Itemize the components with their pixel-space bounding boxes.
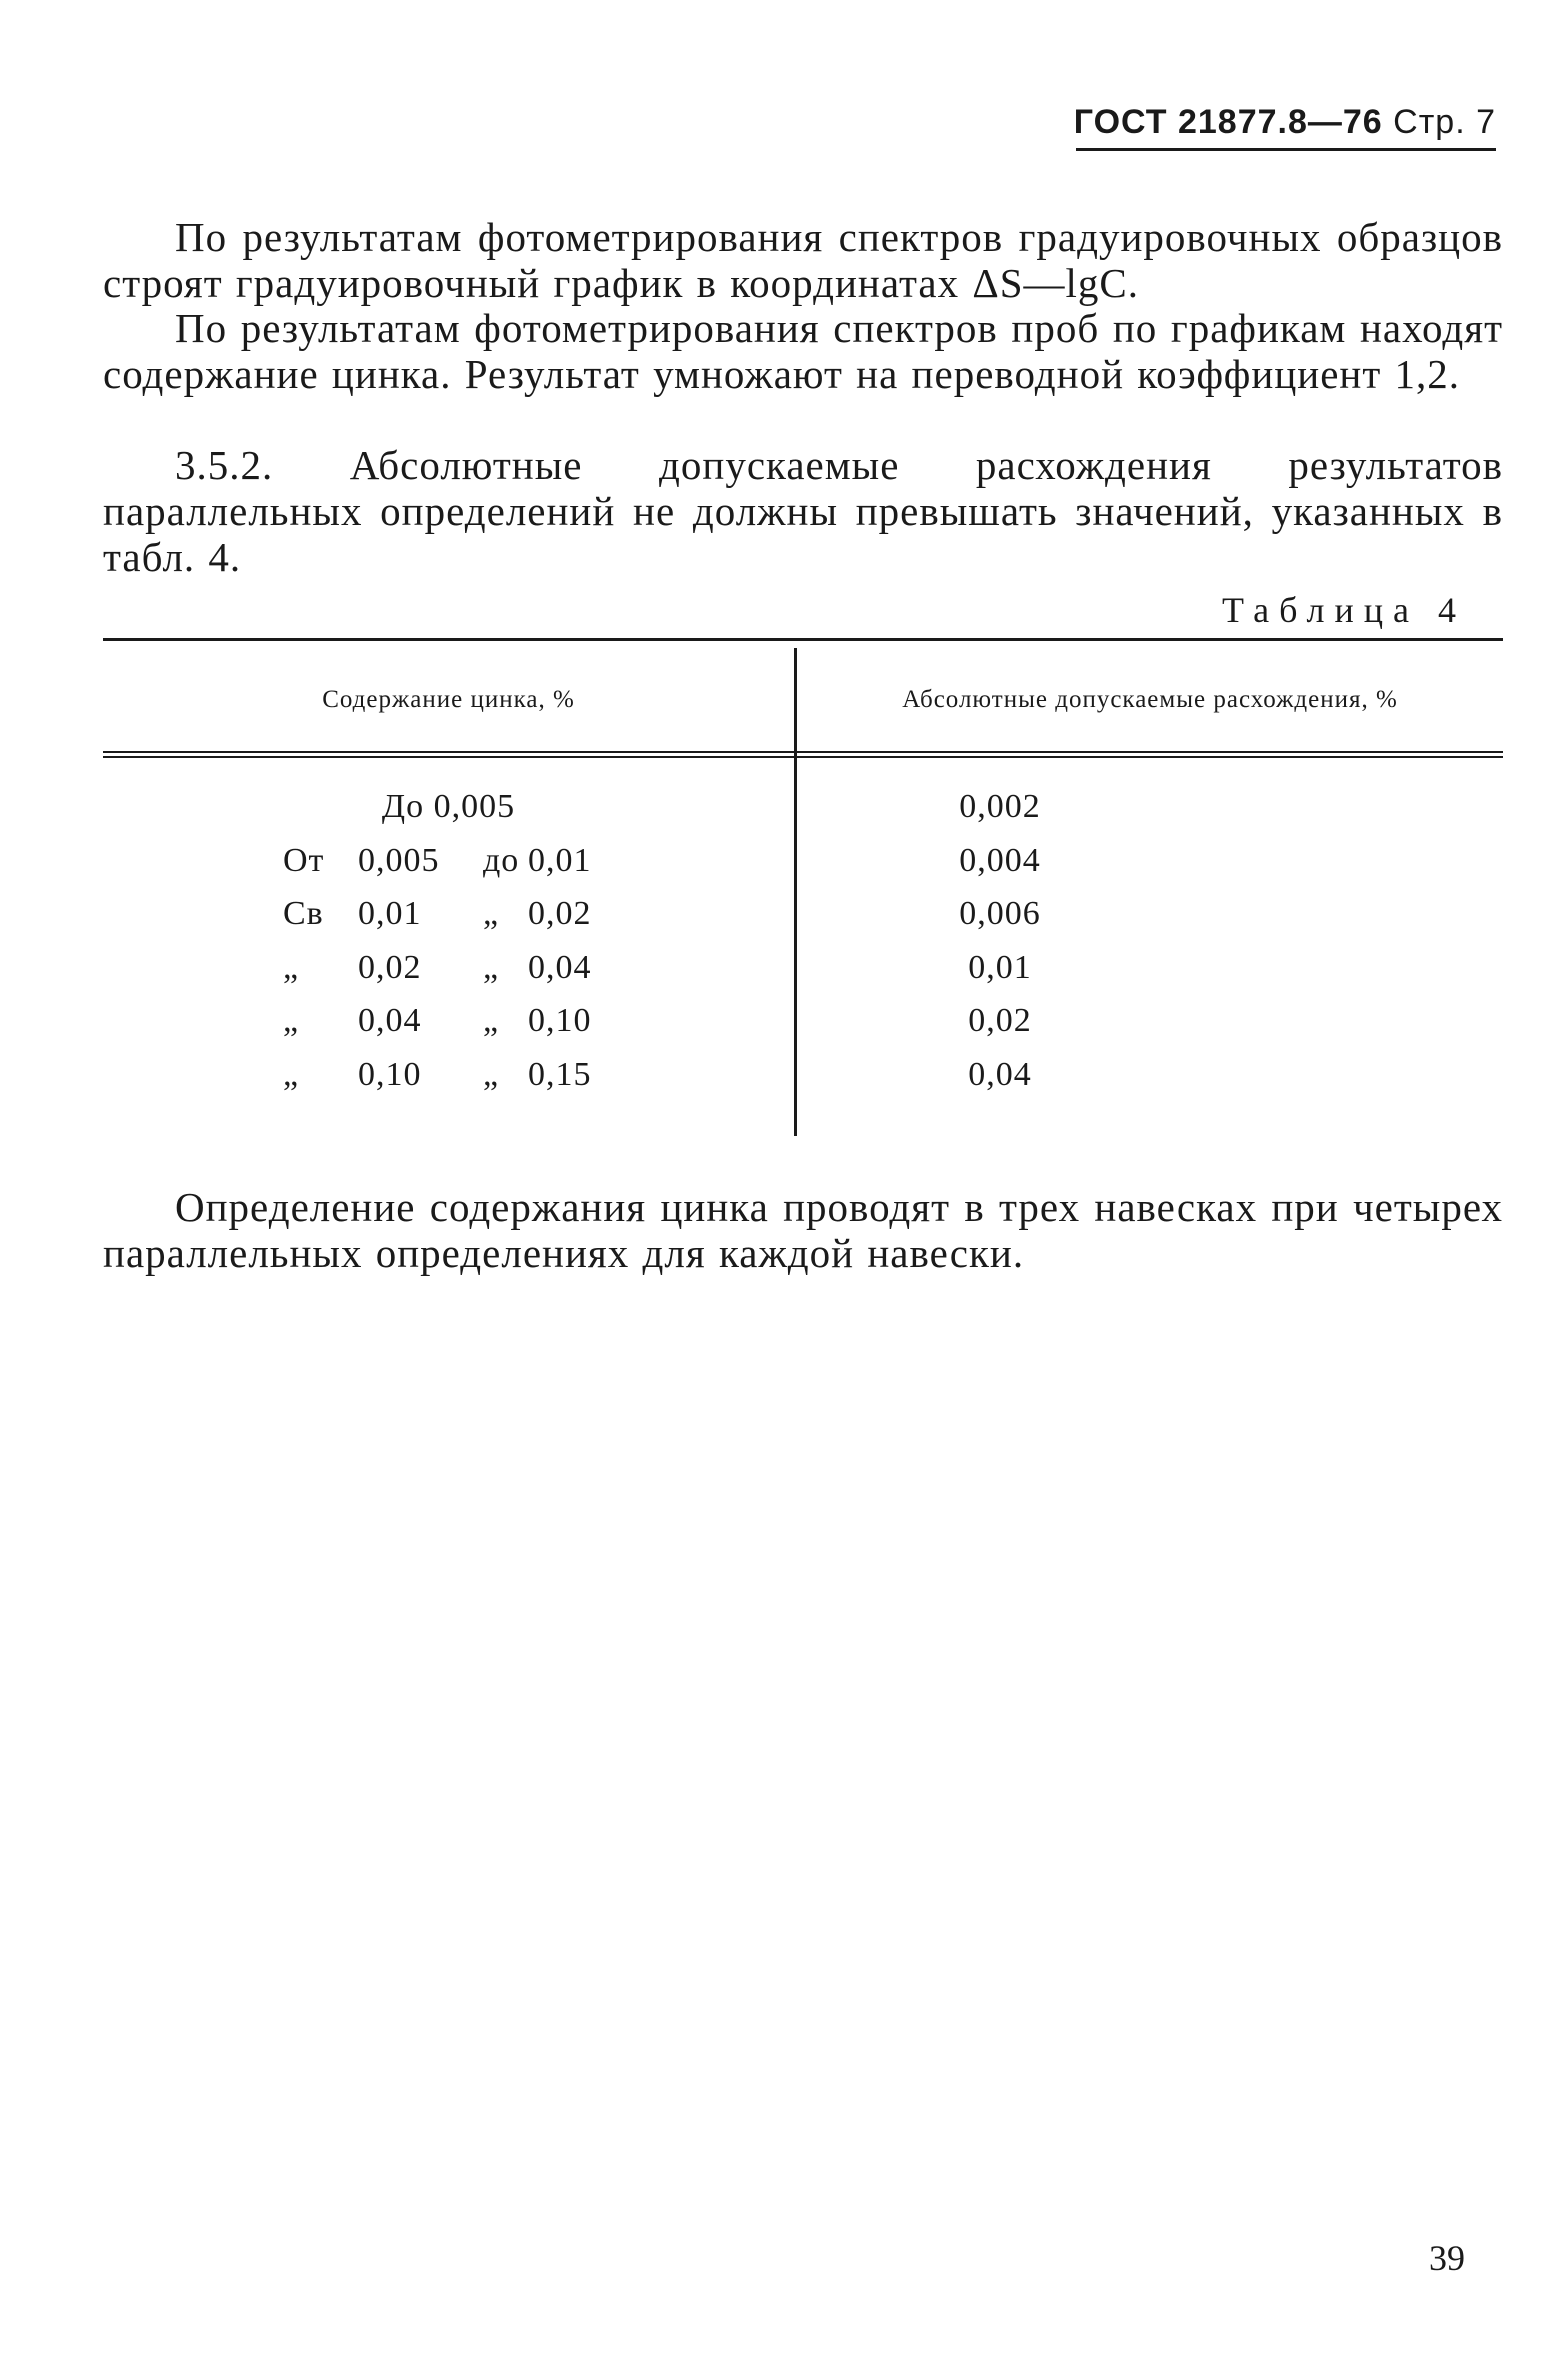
- range-to: 0,04: [528, 948, 592, 986]
- tolerance-cell: 0,004: [959, 841, 1041, 879]
- page-number: 39: [1429, 2238, 1465, 2278]
- range-prefix: „: [283, 948, 300, 986]
- range-to: 0,10: [528, 1002, 592, 1039]
- tolerance-cell: 0,01: [968, 948, 1032, 986]
- table-row: [103, 788, 1503, 842]
- range-from: 0,005: [358, 841, 440, 879]
- range-prefix: Св: [283, 895, 324, 932]
- table-row: [103, 1056, 1503, 1110]
- paragraph-result: По результатам фотометрирования спектров проб по графикам находят содержание цинка. Результат умножают на переводной коэффициент 1,2.: [103, 305, 1503, 397]
- table-row: [103, 949, 1503, 1003]
- tolerance-cell: 0,002: [959, 788, 1041, 825]
- range-connector: „: [483, 1002, 500, 1039]
- tolerance-cell: 0,006: [959, 895, 1041, 932]
- standard-code: ГОСТ 21877.8—76: [1073, 103, 1383, 141]
- range-prefix: „: [283, 1055, 300, 1093]
- range-from: 0,02: [358, 948, 422, 986]
- range-connector: „: [483, 895, 500, 932]
- table-header-zinc-content: Содержание цинка, %: [322, 686, 575, 713]
- table-header-rule: [103, 751, 1503, 758]
- table-header-tolerance: Абсолютные допускаемые расхождения, %: [902, 686, 1398, 713]
- page-label: Стр. 7: [1393, 103, 1496, 141]
- paragraph-calibration: По результатам фотометрирования спектров градуировочных образцов строят градуировочный график в координатах ΔS—lgC.: [103, 214, 1503, 306]
- table-label: Таблица 4: [1222, 590, 1466, 630]
- tolerance-cell: 0,02: [968, 1002, 1032, 1039]
- range-to: 0,15: [528, 1055, 592, 1093]
- range-to: 0,02: [528, 895, 592, 932]
- paragraph-3-5-2: 3.5.2. Абсолютные допускаемые расхождения результатов параллельных определений не должны превышать значений, указанных в табл. 4.: [103, 442, 1503, 580]
- table-top-rule: [103, 638, 1503, 641]
- range-connector: до: [483, 841, 520, 879]
- paragraph-closing: Определение содержания цинка проводят в трех навесках при четырех параллельных определениях для каждой навески.: [103, 1184, 1503, 1276]
- range-from: 0,10: [358, 1055, 422, 1093]
- range-from: 0,04: [358, 1002, 422, 1039]
- table-row: [103, 842, 1503, 896]
- range-from: 0,01: [358, 895, 422, 932]
- tolerance-cell: 0,04: [968, 1055, 1032, 1093]
- table-row: [103, 1002, 1503, 1056]
- table-row: [103, 895, 1503, 949]
- zinc-range-cell: До 0,005: [381, 788, 516, 825]
- range-connector: „: [483, 1055, 500, 1093]
- range-to: 0,01: [528, 841, 592, 879]
- range-connector: „: [483, 948, 500, 986]
- range-prefix: „: [283, 1002, 300, 1039]
- running-header: [1074, 103, 1496, 142]
- tolerance-table: [103, 638, 1503, 1136]
- table-body: [103, 788, 1503, 1109]
- header-rule: [1076, 148, 1496, 151]
- range-prefix: От: [283, 841, 325, 879]
